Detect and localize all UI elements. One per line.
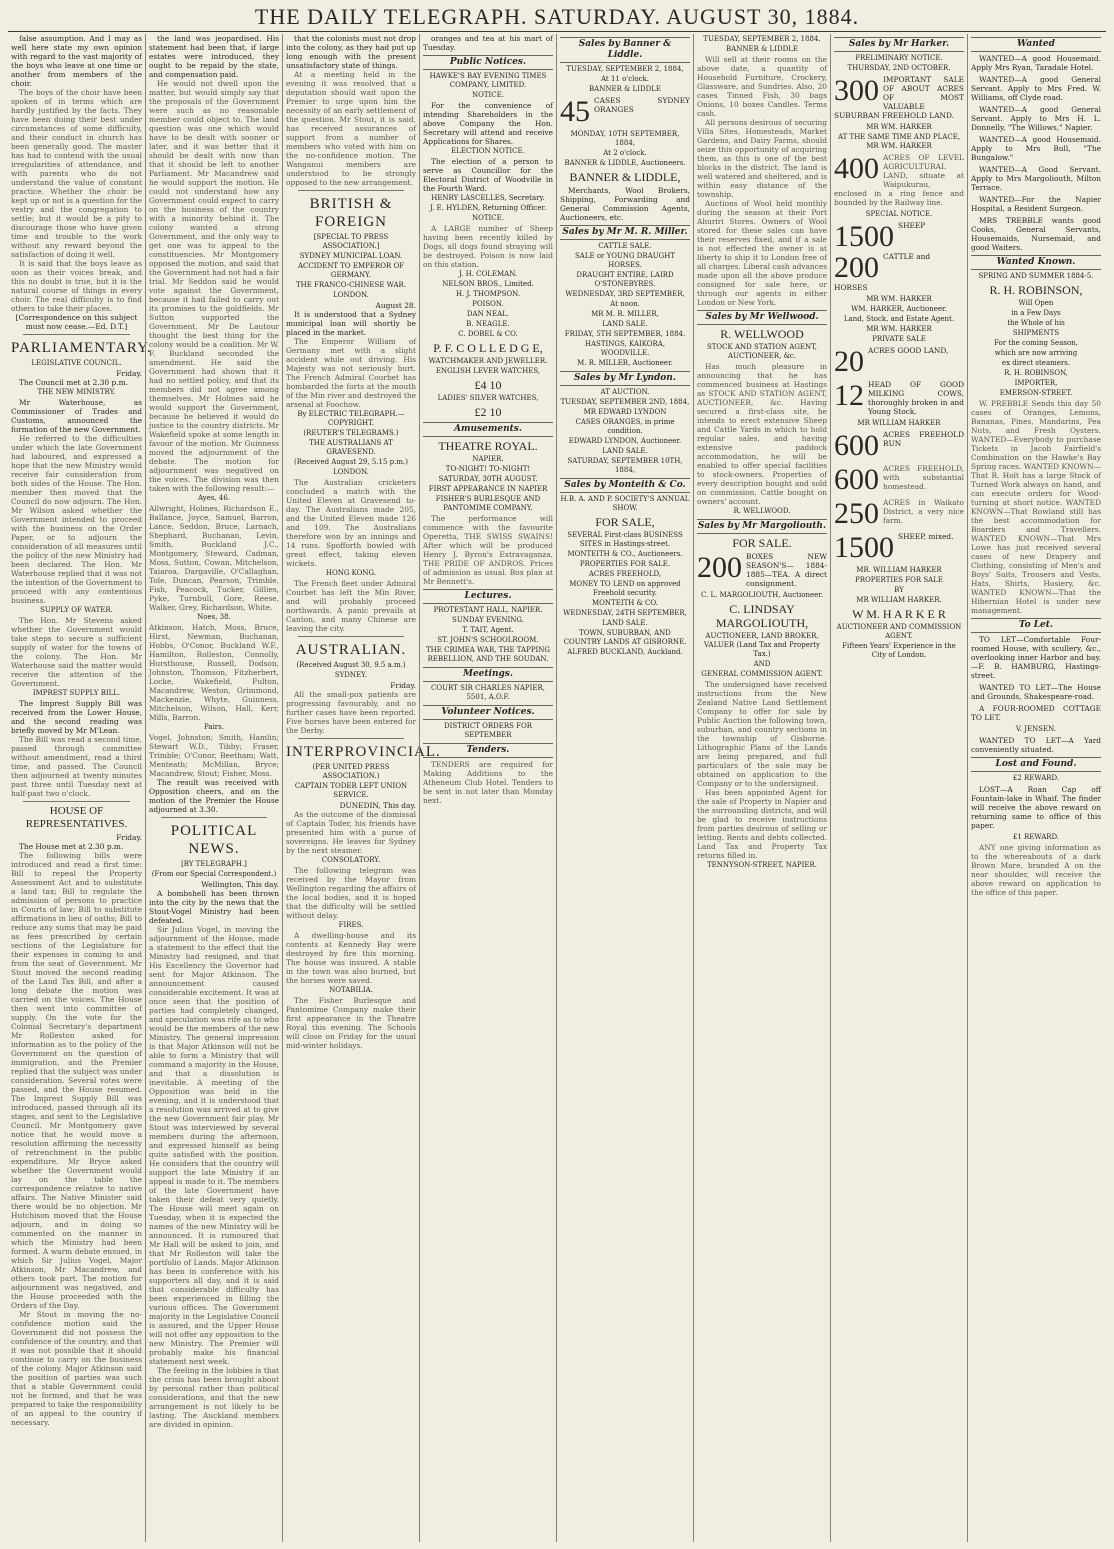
- section-heading-australian: AUSTRALIAN.: [295, 642, 407, 658]
- copyright-tag: By ELECTRIC TELEGRAPH.—COPYRIGHT.: [297, 410, 405, 427]
- and-line: AND: [753, 660, 771, 668]
- meetings-heading: Meetings.: [423, 667, 553, 682]
- amusements-heading: Amusements.: [423, 422, 553, 437]
- from-correspondent: (From our Special Correspondent.): [151, 870, 277, 878]
- reward-2: £1 REWARD.: [1012, 833, 1060, 841]
- general-agent: GENERAL COMMISSION AGENT.: [701, 670, 823, 678]
- edward-lyndon-2: EDWARD LYNDON, Auctioneer.: [568, 437, 682, 445]
- column-3: that the colonists must not drop into the colony, as they had put up long enough with the present unsatisfactory state of things. At a meeting held in the evening it was resolved that a deputation should wait upon the Premier to urge upon him the necessity of an early settlement of the question. Mr Stout, it is said, has received assurances of support from a number of members who voted with him on the no-confidence motion. The Wanganui members are understood to be strongly opposed to the new arrangement. BRITISH & FOREIGN [SPECIAL TO PRESS ASSOCIATION.] SYDNEY MUNICIPAL LOAN. ACCIDENT TO EMPEROR OF GERMANY. THE FRANCO-CHINESE WAR. LONDON. August 28. It is understood that a Sydney municipal loan will shortly be placed in the market. The Emperor William of Germany met with a slight accident while out driving. His Majesty was not seriously hurt. The French Admiral Courbet has bombarded the forts at the mouth of the Min river and destroyed the arsenal at Foochow. By ELECTRIC TELEGRAPH.—COPYRIGHT. (REUTER'S TELEGRAMS.) THE AUSTRALIANS AT GRAVESEND. (Received August 29, 5.15 p.m.) LONDON. The Australian cricketers concluded a match with the United Eleven at Gravesend to-day. The Australians made 205, and the United Eleven made 126 and 109. The Australians therefore won by an innings and 14 runs. Spofforth bowled with great effect, taking eleven wickets. HONG KONG. The French fleet under Admiral Courbet has left the Min River, and will probably proceed northwards. A panic prevails at Canton, and many Chinese are leaving the city. AUSTRALIAN. (Received August 30, 9.5 a.m.) SYDNEY. Friday. All the small-pox patients are progressing favourably, and no further cases have been reported. Five horses have been entered for the Derby. INTERPROVINCIAL. (PER UNITED PRESS ASSOCIATION.) CAPTAIN TODER LEFT UNION SERVICE. DUNEDIN, This day. As the outcome of the dismissal of Captain Toder, his friends have presented him with a purse of sovereigns. He leaves for Sydney by the next steamer. CONSOLATORY. The following telegram was received by the Mayor from Wellington regarding the affairs of the local bodies, and it is hoped that the difficulty will be settled without delay. FIRES. A dwelling-house and its contents at Kennedy Bay were destroyed by fire this morning. The house was insured. A stable in the town was also burned, but the horses were saved. NOTABILIA. The Fisher Burlesque and Pantomime Company make their first appearance in the Theatre Royal this evening. The Schools will close on Friday for the usual mid-winter holidays.: [282, 34, 419, 1542]
- banner-liddle-heading: Sales by Banner & Liddle.: [560, 37, 690, 63]
- land-sale-3: LAND SALE.: [602, 619, 648, 627]
- political-text: A bombshell has been thrown into the city by the news that the Stout-Vogel Ministry had been defeated.: [149, 889, 279, 925]
- spring-summer: SPRING AND SUMMER 1884-5.: [978, 272, 1094, 280]
- emerson-street: EMERSON-STREET.: [999, 389, 1073, 397]
- london-dateline-2: LONDON.: [333, 468, 369, 476]
- coming-season: For the coming Season,: [994, 339, 1078, 347]
- saturday-2: SATURDAY, SEPTEMBER 10TH, 1884,: [567, 457, 683, 474]
- mr-william-harker-2: MR. WILLIAM HARKER: [856, 566, 942, 574]
- to-let-2: WANTED TO LET—The House and Grounds, Shakespeare-road.: [971, 683, 1101, 701]
- noes-heading: Noes, 38.: [197, 613, 231, 621]
- new-member-heading: THE NEW MINISTRY.: [37, 388, 116, 396]
- lyndon-heading: Sales by Mr Lyndon.: [560, 371, 690, 386]
- column-7: [830, 34, 967, 1542]
- special-tag: [SPECIAL TO PRESS ASSOCIATION.]: [313, 233, 389, 250]
- by-line: BY: [894, 586, 904, 594]
- cows-ad: [834, 380, 964, 416]
- supply-heading: IMPREST SUPPLY BILL.: [32, 689, 121, 697]
- num-12: 12: [834, 379, 864, 412]
- importer: IMPORTER,: [1014, 379, 1058, 387]
- gravesend-heading: THE AUSTRALIANS AT GRAVESEND.: [309, 439, 393, 456]
- wednesday-line: WEDNESDAY, 3RD SEPTEMBER,: [565, 290, 685, 298]
- mr-wh: MR WILLIAM HARKER.: [856, 596, 942, 604]
- acres-300-ad: [834, 75, 964, 120]
- auct-agent: AUCTIONEER AND COMMISSION AGENT.: [836, 623, 962, 640]
- election-heading: ELECTION NOTICE.: [451, 147, 525, 155]
- r-wellwood-2: R. WELLWOOD.: [733, 507, 791, 515]
- wanted-6: WANTED—For the Napier Hospital, a Resident Surgeon.: [971, 195, 1101, 213]
- thursday-line: THURSDAY, 2ND OCTOBER.: [847, 64, 951, 72]
- press-assoc-tag: (PER UNITED PRESS ASSOCIATION.): [312, 763, 390, 780]
- to-let-3: A FOUR-ROOMED COTTAGE TO LET.: [971, 704, 1101, 722]
- land-sale-2: LAND SALE.: [602, 447, 648, 455]
- neagle-sign: B. NEAGLE.: [466, 320, 510, 328]
- hawke-heading: HAWKE'S BAY EVENING TIMES COMPANY, LIMITED.: [429, 72, 547, 89]
- boxes-text: BOXES NEW SEASON'S— 1884-1885—TEA. A direct consignment.: [746, 552, 827, 588]
- special-notice: SPECIAL NOTICE.: [865, 210, 933, 218]
- num-20: 20: [834, 345, 864, 378]
- column-4: oranges and tea at his mart of Tuesday. Public Notices. HAWKE'S BAY EVENING TIMES COMPANY, LIMITED. NOTICE. For the convenience of intending Shareholders in the above Company the Hon. Secretary will attend and receive Applications for Shares. ELECTION NOTICE. The election of a person to serve as Councillor for the Electoral District of Woodville in the Fourth Ward. HENRY LASCELLES, Secretary. J. E. HYLDEN, Returning Officer. NOTICE. A LARGE number of Sheep having been recently killed by Dogs, all dogs found straying will be destroyed. Poison is now laid on this station. J. H. COLEMAN. NELSON BROS., Limited. H. J. THOMPSON. POISON. DAN NEAL. B. NEAGLE. C. DOBEL & CO. P. F. C O L L E D G E, WATCHMAKER AND JEWELLER. ENGLISH LEVER WATCHES, £4 10 LADIES' SILVER WATCHES, £2 10 Amusements. THEATRE ROYAL. NAPIER. TO-NIGHT! TO-NIGHT! SATURDAY, 30TH AUGUST. FIRST APPEARANCE IN NAPIER FISHER'S BURLESQUE AND PANTOMIME COMPANY. The performance will commence with the favourite Operetta, THE SWISS SWAINS! After which will be produced Henry J. Byron's Extravaganza, THE PRIDE OF ANDROS. Prices of admission as usual. Box plan at Mr Bennett's. Lectures. PROTESTANT HALL, NAPIER. SUNDAY EVENING. T. TAIT, Agent. ST. JOHN'S SCHOOLROOM. THE CRIMEA WAR, THE TAPPING REBELLION, AND THE SOUDAN. Meetings. COURT SIR CHARLES NAPIER, 5501, A.O.F. Volunteer Notices. DISTRICT ORDERS FOR SEPTEMBER Tenders. TENDERS are required for Making Additions to the Atheneum Club Hotel. Tenders to be sent in not later than Monday next.: [419, 34, 556, 1542]
- jensen-sign: V. JENSEN.: [1015, 725, 1057, 733]
- few-days: in a Few Days: [1011, 309, 1061, 317]
- for-sale-6: FOR SALE.: [732, 536, 792, 550]
- for-sale: FOR SALE,: [595, 515, 655, 529]
- acres-freehold: ACRES FREEHOLD,: [588, 570, 662, 578]
- british-text: It is understood that a Sydney municipal loan will shortly be placed in the market.: [286, 310, 416, 337]
- tuesday-2: TUESDAY, SEPTEMBER 2ND, 1884,: [560, 398, 690, 406]
- volunteer-heading: Volunteer Notices.: [423, 705, 553, 720]
- theatre-heading: THEATRE ROYAL.: [438, 439, 538, 453]
- dunedin-dateline: DUNEDIN, This day.: [339, 801, 416, 810]
- several-sites: SEVERAL First-class BUSINESS SITES in Hastings-street.: [567, 531, 683, 548]
- lead-text-4: oranges and tea at his mart of Tuesday.: [423, 34, 553, 52]
- columns: [8, 34, 1106, 1542]
- column-8: Wanted WANTED—A good Housemaid. Apply Mrs Ryan, Taradale Hotel. WANTED—A good General Servant. Apply to Mrs Fred. W. Williams, off Clyde road. WANTED—A good General Servant. Apply to Mrs H. L. Donnelly, "The Willows," Napier. WANTED—A good Housemaid. Apply to Mrs Bull, "The Bungalow." WANTED—A Good Servant. Apply to Mrs Margoliouth, Milton Terrace. WANTED—For the Napier Hospital, a Resident Surgeon. MRS TREBBLE wants good Cooks, General Servants, Housemaids, Nursemaid, and good Waiters. Wanted Known. SPRING AND SUMMER 1884-5. R. H. ROBINSON, Will Open in a Few Days the Whole of his SHIPMENTS For the coming Season, which are now arriving ex direct steamers. R. H. ROBINSON, IMPORTER, EMERSON-STREET. W. PREBBLE Sends this day 50 cases of Oranges, Lemons, Bananas, Pines, Mandarins, Pea Nuts, and Fresh Oysters. WANTED—Everybody to purchase Tickets in Jacob Fairfield's Combination on the Hawke's Bay Spring races. WANTED KNOWN—That R. Holt has a large Stock of Turned Work always on hand, and can execute orders for Wood-turning at short notice. WANTED KNOWN—That Rowland still has the best accommodation for Boarders and Travellers. WANTED KNOWN—That Mrs Lowe has just received several cases of new Drapery and Clothing, consisting of Men's and Boys' Suits, Trousers and Vests, Hats, Shirts, Hosiery, &c. WANTED KNOWN—That the Hibernian Hotel is under new management. To Let. TO LET—Comfortable Four-roomed House, with scullery, &c., overlooking inner Harbor and bay.—F. B. HAMBURG, Hastings-street. WANTED TO LET—The House and Grounds, Shakespeare-road. A FOUR-ROOMED COTTAGE TO LET. V. JENSEN. WANTED TO LET—A Yard conveniently situated. Lost and Found. £2 REWARD. LOST—A Roan Cap off Fountain-lake in Whaif. The finder will receive the above reward on returning same to office of this paper. £1 REWARD. ANY one giving information as to the whereabouts of a dark Brown Mare, branded A on the near shoulder, will receive the above reward on application to the office of this paper.: [967, 34, 1104, 1542]
- watchmaker-line: WATCHMAKER AND JEWELLER.: [428, 357, 548, 365]
- division-result: The result was received with Opposition cheers, and on the motion of the Premier the House adjourned at 3.30.: [149, 778, 279, 814]
- monteith-2: MONTEITH & CO., Auctioneers.: [567, 550, 683, 558]
- horses-label: HORSES: [834, 283, 868, 292]
- land-sale: LAND SALE.: [602, 320, 648, 328]
- mr-william-harker: MR WILLIAM HARKER: [857, 419, 941, 427]
- price-1: £4 10: [474, 378, 502, 392]
- num-200: 200: [834, 251, 879, 284]
- public-notices-heading: Public Notices.: [423, 55, 553, 70]
- cattle-sale: CATTLE SALE.: [598, 242, 652, 250]
- sheep-label: SHEEP: [898, 221, 926, 230]
- wanted-7: MRS TREBBLE wants good Cooks, General Servants, Housemaids, Nursemaid, and good Waiters.: [971, 216, 1101, 252]
- num-250: 250: [834, 497, 879, 530]
- fifteen-years: Fifteen Years' Experience in the City of London.: [842, 642, 956, 659]
- sheep-1500-ad: [834, 532, 964, 563]
- shipments: SHIPMENTS: [1012, 329, 1060, 337]
- london-dateline: LONDON.: [333, 291, 369, 299]
- friday-line: FRIDAY, 5TH SEPTEMBER, 1884.: [564, 330, 686, 338]
- ladies-watches: LADIES' SILVER WATCHES,: [437, 394, 539, 402]
- cases-ad: [560, 96, 690, 127]
- fisher-company: FISHER'S BURLESQUE AND PANTOMIME COMPANY.: [435, 495, 541, 512]
- to-let-heading: To Let.: [971, 618, 1101, 633]
- column-1: false assumption. And I may as well here state my own opinion with regard to the vast majority of the boys who leave at one time or another from members of the choir. The boys of the choir have been spoken of in terms which are hardly justified by the facts. They have been doing their best under circumstances of some difficulty, and their conduct in church has been generally good. The master has had to contend with the usual irregularities of attendance, and with parents who do not understand the value of constant practice. Whether the choir be kept up or not is a question for the vestry and the congregation to settle; but it would be a pity to discourage those who have given time and trouble to the work without any reward beyond the satisfaction of doing it well. It is said that the boys leave as soon as their voices break, and this no doubt is true, but it is the natural course of things in every choir. The real difficulty is to find others to take their places. [Correspondence on this subject must now cease.—Ed. D.T.] PARLIAMENTARY. LEGISLATIVE COUNCIL. Friday. The Council met at 2.30 p.m. THE NEW MINISTRY. Mr Waterhouse, as Commissioner of Trades and Customs, announced the formation of the new Government. He referred to the difficulties under which the late Government had laboured, and expressed a hope that the new Ministry would receive fair consideration from both sides of the House. The Hon. member then moved that the Council do now adjourn. The Hon. Mr Wilson asked whether the Government intended to proceed with the business on the Order Paper, or to adjourn the consideration of all measures until the policy of the new Ministry had been declared. The Hon. Mr Waterhouse replied that it was not the intention of the Government to proceed with any contentious business. SUPPLY OF WATER. The Hon. Mr Stevens asked whether the Government would take steps to secure a sufficient supply of water for the towns of the colony. The Hon. Mr Waterhouse said the matter would receive the attention of the Government. IMPREST SUPPLY BILL. The Imprest Supply Bill was received from the Lower House, and the second reading was briefly moved by Mr M'Lean. The Bill was read a second time, passed through committee without amendment, read a third time, and passed. The Council then adjourned at twenty minutes past three until Tuesday next at half-past two o'clock. HOUSE OF REPRESENTATIVES. Friday. The House met at 2.30 p.m. The following bills were introduced and read a first time: Bill to repeal the Property Assessment Act and to substitute a land tax; Bill to regulate the admission of persons to practice in Courts of law; Bill to substitute affirmations in lieu of oaths; Bill to reduce any sums that may be paid as fees prescribed by certain sections of the Legislature for their expenses in coming to and from the seat of Government. Mr Stout moved the second reading of the Land Tax Bill, and after a long debate the motion was carried on the voices. The House then went into committee of supply. On the vote for the Colonial Secretary's department Mr Rolleston asked for information as to the policy of the Government on the question of immigration, and the Premier replied that the subject was under consideration. Several votes were passed, and the House resumed. The Imprest Supply Bill was introduced, passed through all its stages, and sent to the Legislative Council. Mr Montgomery gave notice that he would move a resolution affirming the necessity of retrenchment in the public expenditure. Mr Bryce asked whether the Government would lay on the table the correspondence relative to native affairs. The Native Minister said there would be no objection. Mr Hutchison moved that the House adjourn, and in doing so commented on the manner in which the Ministry had been formed. A warm debate ensued, in which Sir Julius Vogel, Major Atkinson, Mr Macandrew, and others took part. The motion for adjournment was negatived, and the House proceeded with the Orders of the Day. Mr Stout in moving the no-confidence motion said the Government did not possess the confidence of the country, and that it was not possible that it should continue to carry on the business of the colony. Major Atkinson said the position of parties was such that a stable Government could not be formed, and that he was prepared to take the responsibility of an appeal to the country if necessary.: [11, 34, 152, 1427]
- at-11: At 11 o'clock.: [600, 75, 649, 83]
- received-2: (Received August 30, 9.5 a.m.): [296, 661, 406, 669]
- acres-good: ACRES GOOD LAND,: [868, 346, 949, 355]
- dannel-sign: DAN NEAL.: [466, 310, 510, 318]
- pairs-heading: Pairs.: [204, 723, 224, 731]
- column-2: the land was jeopardised. His statement had been that, if large estates were introduced, they ought to be repaid by the state, and compensation paid. He would not dwell upon the matter, but would simply say that the proposals of the Government were such as no reasonable member could object to. The land question was one which would have to be dealt with sooner or later, and it was better that it should be dealt with now than that it should be left to another Parliament. Mr Macandrew said he would support the motion. He could not understand how any Government could expect to carry on the business of the country with a minority behind it. The colony wanted a strong Government, and the only way to get one was to appeal to the constituencies. Mr Montgomery opposed the motion, and said that the Government had not had a fair trial. Mr Seddon said he would vote against the Government, because it had failed to carry out its promises to the goldfields. Mr Sutton supported the Government. Mr De Lautour thought the best thing for the colony would be a coalition. Mr W. F. Buckland seconded the amendment. He said the Government had shown that it had no settled policy, and that its members did not agree among themselves. Mr Holmes said he would support the Government, because he believed it would do justice to the country districts. Mr Wakefield spoke at some length in favour of the motion. Mr Guinness moved the adjournment of the debate. The motion for adjournment was negatived on the voices. The division was then taken with the following result:— Ayes, 46. Allwright, Holmes, Richardson E., Ballance, Joyce, Samuel, Barron, Lance, Seddon, Bruce, Larnach, Shephard, Buchanan, Levin, Smith, Buckland J.C., Montgomery, Steward, Cadman, Moss, Sutton, Cowan, Mitchelson, Taiaroa, Dargaville, O'Callaghan, Tole, Duncan, Pearson, Trimble, Fish, Peacock, Tucker, Gillies, Pyke, Turnbull, Gore, Reese, Walker, Grey, Richardson, White. Noes, 38. Atkinson, Hatch, Moss, Bruce, Hirst, Newman, Buchanan, Hobbs, O'Conor, Buckland W.F., Hamilton, Rolleston, Connolly, Hursthouse, Russell, Dodson, Johnston, Thomson, Fitzherbert, Locke, Wakefield, Fulton, Macandrew, Weston, Grimmond, Mackenzie, Whyte, Guinness, Mitchelson, Wilson, Hall, Kerr, Mills, Barron. Pairs. Vogel, Johnston; Smith, Hamlin; Stewart W.D., Tibby; Fraser, Trimble; O'Conor, Beetham; Watt, Menteath; McMillan, Bryce; Macandrew, Stout; Fisher, Moss. The result was received with Opposition cheers, and on the motion of the Premier the House adjourned at 3.30. POLITICAL NEWS. [BY TELEGRAPH.] (From our Special Correspondent.) Wellington, This day. A bombshell has been thrown into the city by the news that the Stout-Vogel Ministry had been defeated. Sir Julius Vogel, in moving the adjournment of the House, made a statement to the effect that the Ministry had resigned, and that His Excellency the Governor had sent for Major Atkinson. The announcement caused considerable excitement. It was at once seen that the position of parties had completely changed, and speculation was rife as to who would be the members of the new Ministry. The general impression is that Major Atkinson will not be able to form a Ministry that will command a majority in the House, and that a dissolution is inevitable. A meeting of the Opposition was held in the evening, and it is understood that a resolution was arrived at to give the new Government fair play. Mr Stout was interviewed by several members during the afternoon, and expressed himself as being quite satisfied with the position. He considers that the country will support the late Ministry if an appeal is made to it. The members of the late Government have taken their defeat very quietly. The House will meet again on Tuesday, when it is expected the names of the new Ministry will be announced. It is rumoured that Mr Hall will be asked to join, and that Mr Rolleston will take the portfolio of Lands. Major Atkinson has been in conference with his supporters all day, and it is said that considerable difficulty has been experienced in filling the various offices. The Government majority in the Legislative Council is assured, and the Upper House will not offer any opposition to the new Ministry. The Premier will probably make his financial statement next week. The feeling in the lobbies is that the crisis has been brought about by personal rather than political considerations, and that the new arrangement is not likely to be lasting. The Auckland members are divided in opinion.: [145, 34, 282, 1542]
- edward-lyndon: MR EDWARD LYNDON: [583, 408, 667, 416]
- tuesday-line-6: TUESDAY, SEPTEMBER 2, 1884,: [703, 35, 821, 43]
- num-1500: 1500: [834, 220, 894, 253]
- whole-of: the Whole of his: [1007, 319, 1065, 327]
- sunday-evening: SUNDAY EVENING.: [452, 616, 524, 624]
- house-heading: HOUSE OF REPRESENTATIVES.: [25, 805, 128, 830]
- hastings-line: HASTINGS, KAIKORA, WOODVILLE.: [584, 340, 666, 357]
- num-cases: 45: [560, 95, 590, 128]
- properties: PROPERTIES FOR SALE.: [579, 560, 671, 568]
- consolatory-heading: CONSOLATORY.: [321, 856, 381, 864]
- to-let-1: TO LET—Comfortable Four-roomed House, with scullery, &c., overlooking inner Harbor and bay.—F. B. HAMBURG, Hastings-street.: [971, 635, 1101, 680]
- supply-text: The Imprest Supply Bill was received from the Lower House, and the second reading was briefly moved by Mr M'Lean.: [11, 699, 142, 735]
- divider: [298, 190, 404, 191]
- court-heading: COURT SIR CHARLES NAPIER, 5501, A.O.F.: [431, 684, 545, 701]
- notice-2: NOTICE.: [472, 214, 504, 222]
- district-orders: DISTRICT ORDERS FOR SEPTEMBER: [443, 722, 533, 739]
- freehold-run: ACRES FREEHOLD RUN: [883, 430, 964, 448]
- wanted-5: WANTED—A Good Servant. Apply to Mrs Margoliouth, Milton Terrace.: [971, 165, 1101, 192]
- arriving: which are now arriving: [994, 349, 1078, 357]
- banner-liddle-auct: BANNER & LIDDLE, Auctioneers.: [564, 159, 686, 167]
- num-1500b: 1500: [834, 531, 894, 564]
- lascelles-sign: HENRY LASCELLES, Secretary.: [431, 194, 545, 202]
- will-open: Will Open: [1018, 299, 1054, 307]
- cases-2: CASES ORANGES, in prime condition.: [575, 418, 675, 435]
- ex-steamers: ex direct steamers.: [1001, 359, 1071, 367]
- acres-250-ad: 250 ACRES in Waikato District, a very nice farm.: [834, 497, 964, 530]
- miller-heading: Sales by Mr M. R. Miller.: [560, 225, 690, 240]
- draught-line: DRAUGHT ENTIRE, LAIRD O'STONEBYRES.: [576, 271, 674, 288]
- stock-agent: STOCK AND STATION AGENT, AUCTIONEER, &c.: [706, 343, 818, 360]
- boxes-ad: [697, 552, 827, 588]
- lead-text: that the colonists must not drop into the colony, as they had put up long enough with the present unsatisfactory state of things.: [286, 34, 416, 70]
- acres-600-ad: [834, 430, 964, 461]
- money-lend: MONEY TO LEND on approved Freehold security.: [569, 580, 681, 597]
- town-lands: TOWN, SUBURBAN, AND COUNTRY LANDS AT GISBORNE.: [563, 629, 687, 646]
- c-lindsay: C. LINDSAY MARGOLIOUTH,: [715, 602, 809, 630]
- wanted-2: WANTED—A good General Servant. Apply to Mrs Fred. W. Williams, off Clyde road.: [971, 75, 1101, 102]
- cattle-label: CATTLE and: [883, 252, 931, 261]
- c-lindsay-sub: AUCTIONEER, LAND BROKER, VALUER (Land Tax and Property Tax.): [703, 632, 821, 658]
- wanted-heading: Wanted: [971, 37, 1101, 52]
- ayes-heading: Ayes, 46.: [197, 494, 231, 502]
- banner-liddle-6: BANNER & LIDDLE: [726, 45, 798, 53]
- rh-robinson: R. H. ROBINSON,: [989, 283, 1083, 297]
- crimea-lecture: THE CRIMEA WAR, THE TAPPING REBELLION, AND THE SOUDAN.: [425, 646, 551, 663]
- body-text: The boys of the choir have been spoken of in terms which are hardly justified by the facts. They have been doing their best under circumstances of some difficulty, and their conduct in church has been generally good. The master has had to contend with the usual irregularities of attendance, and with parents who do not understand the value of constant practice. Whether the choir be kept up or not is a question for the vestry and the congregation to settle; but it would be a pity to discourage those who have given time and trouble to the work without any reward beyond the satisfaction of doing it well.: [11, 88, 142, 259]
- english-watches: ENGLISH LEVER WATCHES,: [435, 367, 541, 375]
- house-text: The House met at 2.30 p.m.: [19, 842, 124, 851]
- by-telegraph: [BY TELEGRAPH.]: [181, 860, 247, 868]
- saturday-line: SATURDAY, 30TH AUGUST.: [438, 475, 538, 483]
- debate-text: the land was jeopardised. His statement had been that, if large estates were introduced, they ought to be repaid by the state, and compensation paid.: [149, 34, 279, 79]
- same-time: AT THE SAME TIME AND PLACE, MR WM. HARKER: [837, 133, 961, 150]
- council-day: Friday.: [116, 369, 142, 378]
- noon-line: At noon.: [610, 300, 640, 308]
- num-boxes: 200: [697, 551, 742, 584]
- banner-liddle-big: BANNER & LIDDLE,: [569, 170, 681, 184]
- section-heading-british: BRITISH & FOREIGN: [309, 196, 393, 230]
- editor-note: [Correspondence on this subject must now cease.—Ed. D.T.]: [15, 313, 138, 331]
- returning-officer: J. E. HYLDEN, Returning Officer.: [429, 204, 547, 212]
- notice-heading: NOTICE.: [472, 91, 504, 99]
- hawke-text: For the convenience of intending Shareholders in the above Company the Hon. Secretary will attend and receive Applications for Shares.: [423, 101, 553, 146]
- franco-heading: THE FRANCO-CHINESE WAR.: [295, 281, 407, 289]
- lectures-heading: Lectures.: [423, 589, 553, 604]
- wellington-dateline: Wellington, This day.: [201, 880, 279, 889]
- poison-heading: POISON.: [472, 300, 504, 308]
- captain-heading: CAPTAIN TODER LEFT UNION SERVICE.: [294, 782, 408, 799]
- cases-text: CASES SYDNEY ORANGES: [594, 96, 690, 114]
- r-wellwood: R. WELLWOOD: [720, 327, 804, 341]
- stock-ad: [834, 221, 964, 292]
- wanted-known-heading: Wanted Known.: [971, 255, 1101, 270]
- section-heading-parliamentary: PARLIAMENTARY.: [11, 340, 152, 356]
- heifers-text: HEAD OF GOOD MILKING COWS, thoroughly broken in and Young Stock.: [868, 380, 964, 416]
- masthead-rule: [8, 31, 1106, 32]
- private-sale: PRIVATE SALE: [872, 335, 926, 343]
- properties-sale: PROPERTIES FOR SALE: [855, 576, 943, 584]
- wellwood-heading: Sales by Mr Wellwood.: [697, 310, 827, 325]
- election-text: The election of a person to serve as Councillor for the Electoral District of Woodville in the Fourth Ward.: [423, 157, 553, 193]
- num-400: 400: [834, 152, 879, 185]
- schoolroom-line: ST. JOHN'S SCHOOLROOM.: [437, 636, 539, 644]
- rh-robinson-2: R. H. ROBINSON,: [1004, 369, 1068, 377]
- tennyson-street: TENNYSON-STREET, NAPIER.: [707, 861, 817, 869]
- sale-horses: SALE or YOUNG DRAUGHT HORSES.: [574, 252, 676, 269]
- harker-heading: Sales by Mr Harker.: [834, 37, 964, 52]
- council-text: The Council met at 2.30 p.m.: [19, 378, 128, 387]
- mr-miller-2: M. R. MILLER, Auctioneer.: [577, 359, 673, 367]
- sydney-loan: SYDNEY MUNICIPAL LOAN.: [299, 252, 403, 260]
- banner-liddle: BANNER & LIDDLE: [589, 85, 661, 93]
- alfred-buckland: ALFRED BUCKLAND, Auckland.: [567, 648, 683, 656]
- received-1: (Received August 29, 5.15 p.m.): [294, 458, 408, 466]
- notabilia-heading: NOTABILIA.: [329, 986, 373, 994]
- wm-harker-2: MR WM. HARKER: [866, 295, 932, 303]
- at-2: At 2 o'clock.: [603, 149, 647, 157]
- c-margoliouth: C. L. MARGOLIOUTH, Auctioneer.: [700, 591, 824, 599]
- tonight-line: TO-NIGHT! TO-NIGHT!: [445, 465, 531, 473]
- fires-heading: FIRES.: [338, 921, 364, 929]
- harker-auct: WM. HARKER, Auctioneer.: [851, 305, 947, 313]
- divider: [23, 801, 130, 802]
- divider: [298, 636, 404, 637]
- friday-dateline: Friday.: [390, 681, 416, 690]
- section-heading-political: POLITICAL NEWS.: [170, 823, 258, 857]
- lost-found-heading: Lost and Found.: [971, 757, 1101, 772]
- hb-show: H.B. A. AND P. SOCIETY'S ANNUAL SHOW.: [560, 495, 690, 512]
- monday-line: MONDAY, 10TH SEPTEMBER, 1884,: [570, 130, 680, 147]
- reward-1: £2 REWARD.: [1012, 774, 1060, 782]
- colledge-heading: P. F. C O L L E D G E,: [433, 341, 543, 355]
- price-2: £2 10: [474, 405, 502, 419]
- num-600b: 600: [834, 463, 879, 496]
- monteith-heading: Sales by Monteith & Co.: [560, 478, 690, 493]
- nelson-sign: NELSON BROS., Limited.: [442, 280, 534, 288]
- mrs-harker: MR WM. HARKER: [866, 325, 932, 333]
- council-heading: LEGISLATIVE COUNCIL.: [31, 359, 122, 367]
- new-member-text: Mr Waterhouse, as Commissioner of Trades and Customs, announced the formation of the new Government.: [11, 398, 142, 434]
- margoliouth-heading: Sales by Mr Margoliouth.: [697, 519, 827, 534]
- monteith-3: MONTEITH & CO.: [592, 599, 658, 607]
- tuesday-line: TUESDAY, SEPTEMBER 2, 1884,: [566, 65, 684, 73]
- tait-sign: T. TAIT, Agent.: [462, 626, 514, 634]
- at-auction: AT AUCTION.: [600, 388, 650, 396]
- lost-1: LOST—A Roan Cap off Fountain-lake in Whaif. The finder will receive the above reward on returning same to office of this paper.: [971, 785, 1101, 830]
- wanted-4: WANTED—A good Housemaid. Apply to Mrs Bull, "The Bungalow.": [971, 135, 1101, 162]
- divider: [161, 817, 267, 818]
- prelim-notice: PRELIMINARY NOTICE.: [855, 54, 943, 62]
- num-300: 300: [834, 74, 879, 107]
- num-600a: 600: [834, 429, 879, 462]
- protestant-hall: PROTESTANT HALL, NAPIER.: [433, 606, 543, 614]
- reuters-tag: (REUTER'S TELEGRAMS.): [303, 429, 399, 437]
- correspondence-text: false assumption. And I may as well here state my own opinion with regard to the vast majority of the boys who leave at one time or another from members of the choir.: [11, 34, 142, 88]
- acres-400-ad: 400 ACRES OF LEVEL AGRICULTURAL LAND, situate at Waipukurau, enclosed in a ring fence and bounded by the Railway line.: [834, 152, 964, 207]
- merchants-text: Merchants, Wool Brokers, Shipping, Forwarding and General Commission Agents, Auctioneers, etc.: [560, 186, 690, 222]
- divider: [23, 334, 130, 335]
- mr-miller: MR M. R. MILLER,: [591, 310, 659, 318]
- wm-harker: MR WM. HARKER: [866, 123, 932, 131]
- date-1: August 28.: [375, 301, 416, 310]
- first-appearance: FIRST APPEARANCE IN NAPIER: [428, 485, 548, 493]
- section-heading-interprovincial: INTERPROVINCIAL.: [286, 744, 441, 760]
- house-day: Friday.: [116, 833, 142, 842]
- acres-600b-ad: 600 ACRES FREEHOLD, with substantial homestead.: [834, 463, 964, 496]
- dobel-sign: C. DOBEL & CO.: [458, 330, 518, 338]
- thompson-sign: H. J. THOMPSON.: [455, 290, 521, 298]
- to-let-4: WANTED TO LET—A Yard conveniently situated.: [971, 736, 1101, 754]
- wanted-3: WANTED—A good General Servant. Apply to Mrs H. L. Donnelly, "The Willows," Napier.: [971, 105, 1101, 132]
- coleman-sign: J. H. COLEMAN.: [458, 270, 518, 278]
- masthead-title: THE DAILY TELEGRAPH. SATURDAY. AUGUST 30, 1884.: [254, 4, 860, 29]
- wednesday-2: WEDNESDAY, 24TH SEPTEMBER,: [563, 609, 687, 617]
- wm-harker-big: W M. H A R K E R: [852, 607, 946, 621]
- wanted-1: WANTED—A good Housemaid. Apply Mrs Ryan, Taradale Hotel.: [971, 54, 1101, 72]
- sydney-dateline: SYDNEY.: [334, 671, 368, 679]
- napier-line: NAPIER.: [472, 455, 504, 463]
- column-5: [556, 34, 693, 1542]
- divider: [298, 738, 404, 739]
- tenders-heading: Tenders.: [423, 743, 553, 758]
- accident-heading: ACCIDENT TO EMPEROR OF GERMANY.: [297, 262, 405, 279]
- important-sale: IMPORTANT SALE OF ABOUT ACRES OF MOST VALUABLE SUBURBAN FREEHOLD LAND.: [834, 75, 964, 120]
- hongkong-dateline: HONG KONG.: [325, 569, 377, 577]
- sheep-mixed: SHEEP, mixed.: [898, 532, 954, 541]
- land-agent: Land, Stock, and Estate Agent.: [843, 315, 955, 323]
- column-6: TUESDAY, SEPTEMBER 2, 1884, BANNER & LIDDLE Will sell at their rooms on the above date, a quantity of Household Furniture, Crockery, Glassware, and Sundries. Also, 20 cases Tinned Fish, 30 bags Onions, 10 boxes Candles. Terms cash. All persons desirous of securing Villa Sites, Homesteads, Market Gardens, and Dairy Farms, should seize this opportunity of acquiring them, as this is one of the best blocks in the district. The land is well watered and sheltered, and is within easy distance of the township. Auctions of Wool held monthly during the season at their Port Ahuriri Stores. Owners of Wool stored for these sales can have their reserves fixed, and if a sale is not effected the owner is at liberty to ship it to London free of all charges. Liberal cash advances made upon all the above produce consigned for sale here, or through our agents in either London or New York. Sales by Mr Wellwood. R. WELLWOOD STOCK AND STATION AGENT, AUCTIONEER, &c. Has much pleasure in announcing that he has commenced business at Hastings as STOCK AND STATION AGENT, AUCTIONEER, &c. Having secured a first-class site, he intends to erect extensive Sheep and Cattle Yards in which to hold regular sales, and having extensive paddock accommodation, he will be enabled to offer special facilities to stock-owners. Properties of every description bought and sold on commission. Cattle bought on owners' account. R. WELLWOOD. Sales by Mr Margoliouth. FOR SALE. 200 BOXES NEW SEASON'S— 1884-1885—TEA. A direct consignment. C. L. MARGOLIOUTH, Auctioneer. C. LINDSAY MARGOLIOUTH, AUCTIONEER, LAND BROKER, VALUER (Land Tax and Property Tax.) AND GENERAL COMMISSION AGENT. The undersigned have received instructions from the New Zealand Native Land Settlement Company to offer for sale by Public Auction the following town, suburban, and country sections in the township of Gisborne. Lithographic Plans of the Lands are being prepared, and full particulars of the sale may be obtained on application to the Company or to the undersigned. Has been appointed Agent for the sale of Property in Napier and the surrounding districts, and will be glad to receive instructions from parties desirous of selling or letting. Rents and debts collected. Land Tax and Property Tax returns filled in. TENNYSON-STREET, NAPIER.: [693, 34, 830, 1542]
- water-heading: SUPPLY OF WATER.: [40, 606, 113, 614]
- acres-20-ad: [834, 346, 964, 377]
